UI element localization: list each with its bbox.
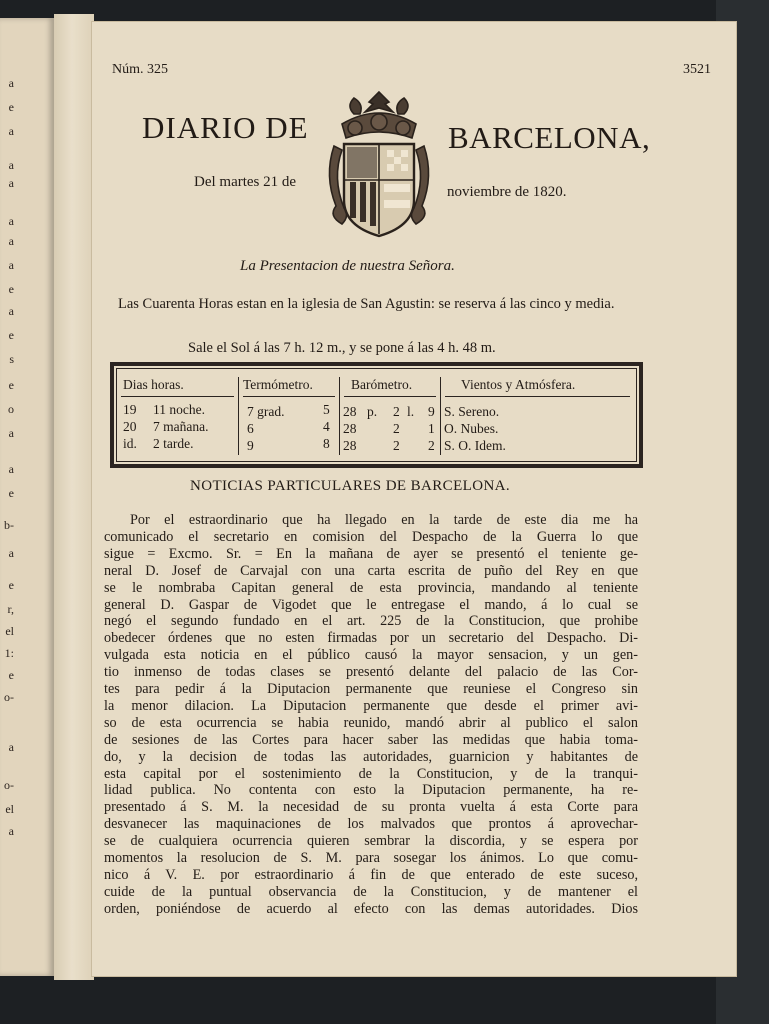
weather-table-inner — [116, 368, 637, 462]
date-left: Del martes 21 de — [194, 174, 297, 190]
left-page-fragment: a — [8, 462, 14, 476]
cell-bar-lin: 2 — [393, 438, 400, 453]
article-line: tes para pedir á la Diputacion permanente que reuniese el Congreso sin — [104, 681, 638, 697]
left-page-fragment: a — [8, 426, 14, 440]
table-rule — [243, 396, 335, 397]
cell-bar-frac: 2 — [428, 438, 435, 453]
left-page-fragment: a — [8, 158, 14, 172]
left-page-fragment: s — [9, 352, 14, 366]
left-page-fragment: e — [8, 282, 14, 296]
left-page-fragment: e — [8, 486, 14, 500]
article-line: se le nombraba Capitan general de esta provincia, mandando al teniente — [104, 579, 638, 596]
left-page-fragment: e — [8, 668, 14, 682]
left-page-fragment: a — [8, 234, 14, 248]
cell-term-frac: 4 — [323, 419, 330, 434]
table-divider — [339, 377, 340, 455]
left-page-fragment: o- — [4, 690, 14, 704]
coat-of-arms-icon — [320, 84, 438, 248]
cell-bar-l: l. — [407, 404, 415, 419]
left-page-fragment: a — [8, 546, 14, 560]
cell-term-grad: 7 grad. — [247, 404, 285, 419]
table-rule — [121, 396, 234, 397]
left-page-fragment: a — [8, 76, 14, 90]
table-header-termometro: Termómetro. — [243, 377, 313, 392]
left-page-fragment: 1: — [4, 646, 14, 660]
masthead-title-left: DIARIO DE — [142, 110, 309, 145]
weather-table — [110, 362, 643, 468]
left-page-fragment: e — [8, 378, 14, 392]
table-rule — [445, 396, 630, 397]
left-page-fragment: a — [8, 176, 14, 190]
article-line: momentos la resolucion de S. M. para sosegar los ánimos. Lo que comu- — [104, 850, 638, 866]
cell-hora: 7 mañana. — [153, 419, 209, 434]
cell-bar-lin: 2 — [393, 404, 400, 419]
cell-hora: 11 noche. — [153, 402, 205, 417]
table-divider — [238, 377, 239, 455]
left-page-fragment: e — [8, 100, 14, 114]
left-page-fragment: a — [8, 740, 14, 754]
left-page-fragment: e — [8, 578, 14, 592]
left-page-fragment: a — [8, 304, 14, 318]
article-line: tio inmenso de todas clases se presentó delante del palacio de las Cor- — [104, 664, 638, 681]
cell-term-grad: 9 — [247, 438, 254, 453]
article-line: sigue = Excmo. Sr. = En la mañana de ayer se presentó el teniente ge- — [104, 545, 638, 562]
page-folio: 3521 — [683, 62, 711, 77]
left-page-fragment: el — [5, 624, 14, 638]
article-line: neral D. Josef de Carvajal con una carta escrita de puño del Rey en que — [104, 562, 638, 579]
feast-day: La Presentacion de nuestra Señora. — [240, 258, 455, 274]
table-rule — [344, 396, 436, 397]
left-page-edge — [0, 18, 54, 976]
cell-dia: 19 — [123, 402, 137, 417]
table-divider — [440, 377, 441, 455]
article-line: Por el estraordinario que ha llegado en la tarde de este dia me ha — [130, 512, 638, 528]
article-line: general D. Gaspar de Vigodet que le entregase el mando, á lo cual se — [104, 596, 638, 613]
article-line: desvanecer las maquinaciones de los malvados que prontos á aprovechar- — [104, 816, 638, 833]
cell-bar-frac: 9 — [428, 404, 435, 419]
cell-bar-p: p. — [367, 404, 378, 419]
left-page-fragment: el — [5, 802, 14, 816]
article-line: so de esta ocurrencia se habia reunido, mandó abrir al publico el salon — [104, 714, 638, 731]
date-right: noviembre de 1820. — [447, 184, 567, 200]
cell-term-grad: 6 — [247, 421, 254, 436]
cell-dia: id. — [123, 436, 137, 451]
article-line: esta capital por el sostenimiento de la Constitucion, y de la tranqui- — [104, 765, 638, 782]
newspaper-page — [92, 22, 736, 976]
cell-viento: S. Sereno. — [444, 404, 500, 419]
sun-times: Sale el Sol á las 7 h. 12 m., y se pone á las 4 h. 48 m. — [188, 340, 496, 356]
left-page-fragment: o- — [4, 778, 14, 792]
left-page-fragment: a — [8, 824, 14, 838]
table-header-barometro: Barómetro. — [351, 377, 413, 392]
article-line: obedecer órdenes que no esten firmadas por un secretario del Despacho. Di- — [104, 630, 638, 647]
left-page-fragment: b- — [4, 518, 14, 532]
article-line: vulgada esta noticia en el público causó la mayor sensacion, y un gen- — [104, 647, 638, 664]
article-line: orden, poniéndose de acuerdo al efecto con las demas autoridades. Dios — [104, 900, 638, 917]
cell-term-frac: 5 — [323, 402, 330, 417]
forty-hours-notice: Las Cuarenta Horas estan en la iglesia de San Agustin: se reserva á las cinco y media. — [118, 296, 615, 312]
book-gutter — [54, 14, 94, 980]
left-page-fragment: e — [8, 328, 14, 342]
cell-viento: S. O. Idem. — [444, 438, 506, 453]
article-line: do, y la decision de todas las autoridades, guarnicion y habitantes de — [104, 748, 638, 765]
cell-dia: 20 — [123, 419, 137, 434]
left-page-fragment: a — [8, 258, 14, 272]
left-page-fragment: a — [8, 124, 14, 138]
masthead-title-right: BARCELONA, — [448, 120, 651, 155]
article-line: cuide de la puntual observancia de la Constitucion, y de mantener el — [104, 883, 638, 900]
cell-hora: 2 tarde. — [153, 436, 194, 451]
cell-viento: O. Nubes. — [444, 421, 499, 436]
cell-bar-pulg: 28 — [343, 421, 357, 436]
cell-bar-lin: 2 — [393, 421, 400, 436]
article-line: lidad publica. No contenta con esto la Diputacion permanente, ha re- — [104, 782, 638, 799]
article-line: negó el segundo fundado en el art. 225 de la Constitucion, que prohibe — [104, 613, 638, 630]
article-line: nico á V. E. por estraordinario á fin de que enterado de este suceso, — [104, 866, 638, 883]
table-header-vientos: Vientos y Atmósfera. — [461, 377, 576, 392]
article-line: presentado á S. M. la necesidad de su pronta vuelta á esta Corte para — [104, 799, 638, 816]
left-page-fragment: r, — [7, 602, 14, 616]
cell-term-frac: 8 — [323, 436, 330, 451]
issue-number: Núm. 325 — [112, 62, 168, 77]
left-page-fragment: o — [8, 402, 14, 416]
article-line: comunicado el secretario en comision del Despacho de la Guerra lo que — [104, 528, 638, 545]
cell-bar-pulg: 28 — [343, 404, 357, 419]
left-page-fragment: a — [8, 214, 14, 228]
article-line: se de cualquiera ocurrencia quieren sembrar la discordia, y se espera por — [104, 833, 638, 850]
table-header-dias: Dias horas. — [123, 377, 184, 392]
section-heading: NOTICIAS PARTICULARES DE BARCELONA. — [190, 478, 511, 494]
cell-bar-frac: 1 — [428, 421, 435, 436]
cell-bar-pulg: 28 — [343, 438, 357, 453]
article-line: la menor dilacion. La Diputacion permanente que desde el primer avi- — [104, 697, 638, 714]
article-line: de sesiones de las Cortes para hacer saber las medidas que habia toma- — [104, 731, 638, 748]
